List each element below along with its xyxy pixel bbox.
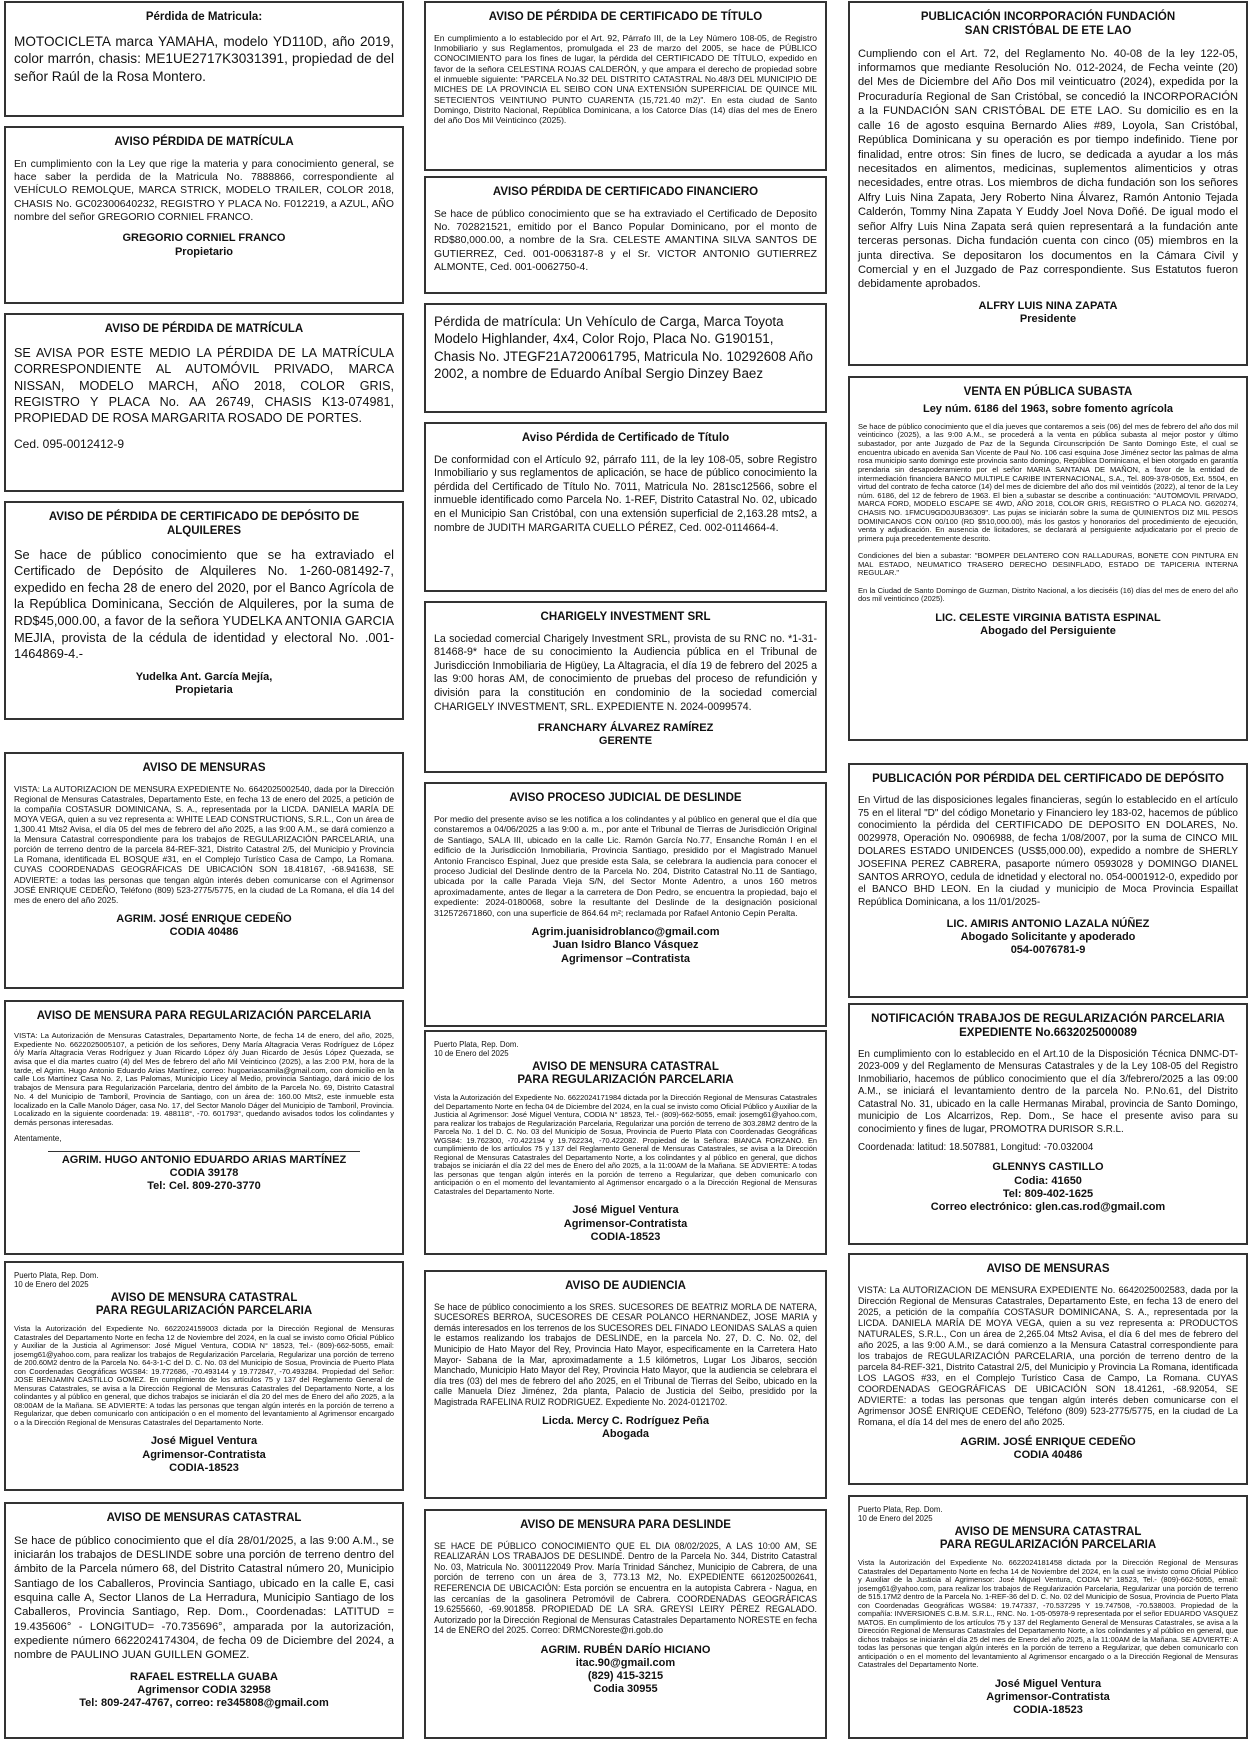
notice-title: AVISO DE PÉRDIDA DE CERTIFICADO DE DEPÓSITO DE ALQUILERES (48, 511, 360, 537)
notice-body: MOTOCICLETA marca YAMAHA, modelo YD110D, año 2019, color marrón, chasis: ME1UE2717K3031391, propiedad de del señor Raúl de la Rosa Montero. (14, 33, 394, 85)
notice-body: VISTA: La AUTORIZACION DE MENSURA EXPEDIENTE No. 6642025002583, dada por la Dirección Regional de Mensuras Catastrales, Departamento Este, en fecha 13 de enero del 2025, a petición de la compañía COSTASUR DOMINICANA, S. A., representada por la LICDA. DANIELA MARÍA DE MOYA VEGA, quien a su vez representa a: PRODUCTOS NATURALES, S.R.L., Con un área de 2,265.04 Mts2 Avisa, el día 6 del mes de febrero del año 2025, a las 9:00 A.M., se dará comienzo a la Mensura Catastral correspondiente para los trabajos de REGULARIZACIÓN PARCELARIA, una porción de terreno dentro de la parcela 84-REF-321, Distrito Catastral 2/5, del Municipio y Provincia La Romana, identificada LOS LAGOS #33, en el Complejo Turístico Casa de Campo, La Romana. CUYAS COORDENADAS GEOGRÁFICAS DE UBICACIÓN SON 18.41261, -68.92054, SE ADVIERTE: a todas las personas que tengan algún interés deben comunicarse con el Agrimensor JOSÉ ENRIQUE CEDEÑO, Teléfono (809) 523-2775/5775, en la ciudad de La Romana, el día 14 del mes de enero del año 2025. (858, 1284, 1238, 1428)
notice-body: Pérdida de matrícula: Un Vehículo de Carga, Marca Toyota Modelo Highlander, 4x4, Color Rojo, Placa No. G190151, Chasis No. JTEGF21A720061795, Matricula No. 10292608 Año 2002, a nombre de Eduardo Aníbal Sergio Dinzey Baez (434, 314, 813, 382)
notice-body: En Virtud de las disposiciones legales financieras, según lo establecido en el artículo 75 en el literal "D" del código Monetario y Financiero ley 183-02, hacemos de público conocimiento la pérdida del CERTIFICADO DE DEPOSITO EN DOLARES, No. 0029978, Operación No. 0906988, de fecha 1/08/2007, por la suma de CINCO MIL DOLARES ESTADO UNIDENCES (US$5,000.00), expedido a nombre de SHERLY JOSEFINA PEREZ CABRERA, pasaporte número 0593028 y DOMINGO DIANEL SANTOS ARROYO, cedula de idnetidad y electoral no. 054-0001912-0, expedido por el BANCO BHD LEON. En la ciudad y municipio de Moca Provincia Espaillat República Dominicana, a los 11/01/2025- (858, 794, 1238, 909)
notice-signature: RAFAEL ESTRELLA GUABA Agrimensor CODIA 32958 Tel: 809-247-4767, correo: re345808@gmail.com (79, 1670, 329, 1710)
notice-signature: Licda. Mercy C. Rodríguez Peña Abogada (542, 1415, 709, 1441)
notice-title: NOTIFICACIÓN TRABAJOS DE REGULARIZACIÓN PARCELARIA EXPEDIENTE No.6632025000089 (871, 1013, 1225, 1039)
notice-body: VISTA: La AUTORIZACION DE MENSURA EXPEDIENTE No. 6642025002540, dada por la Dirección Regional de Mensuras Catastrales, Departamento Este, en fecha 13 de enero del 2025, a petición de la compañía COSTASUR DOMINICANA, S. A., representada por la LICDA. DANIELA MARÍA DE MOYA VEGA, quien a su vez representa a: WHITE LEAD CONSTRUCTIONS, S.R.L., Con un área de 1,300.41 Mts2 Avisa, el día 05 del mes de febrero del año 2025, a las 9:00 A.M., se dará comienzo a la Mensura Catastral correspondiente para los trabajos de REGULARIZACIÓN PARCELARIA, una porción de terreno dentro de la parcela 84-REF-321, Distrito Catastral 2/5, del Municipio y Provincia La Romana, identificada EL BOSQUE #31, en el Complejo Turístico Casa de Campo, La Romana. CUYAS COORDENADAS GEOGRÁFICAS DE UBICACIÓN SON 18.418167, -68.941638, SE ADVIERTE: a todas las personas que tengan algún interés deben comunicarse con el Agrimensor JOSÉ ENRIQUE CEDEÑO, Teléfono (809) 523-2775/5775, en la ciudad de La Romana, el día 14 del mes de enero del año 2025. (14, 783, 394, 905)
notice-lost-registration-trailer (4, 126, 404, 304)
notice-signature: AGRIM. HUGO ANTONIO EDUARDO ARIAS MARTÍNEZ CODIA 39178 Tel: Cel. 809-270-3770 (61, 1153, 347, 1193)
notice-surveys-white-lead (4, 752, 404, 989)
notice-lost-registration-motorcycle (4, 1, 404, 117)
notice-signature: José Miguel Ventura Agrimensor-Contratista CODIA-18523 (986, 1677, 1110, 1717)
notice-title: Pérdida de Matricula: (145, 11, 263, 23)
notice-title: AVISO DE MENSURAS CATASTRAL (106, 1512, 302, 1524)
notice-lost-rent-deposit-certificate (4, 501, 404, 720)
notice-signature: AGRIM. RUBÉN DARÍO HICIANO itac.90@gmail.com (829) 415-3215 Codia 30955 (540, 1643, 711, 1696)
signature-line (48, 1151, 360, 1152)
notice-body: En cumplimiento a lo establecido por el Art. 92, Párrafo III, de la Ley Número 108-05, de Registro Inmobiliario y sus Reglamentos, promulgada el 23 de marzo del 2005, se hace de PÚBLICO CONOCIMIENTO para los fines de lugar, la pérdida del CERTIFICADO DE TÍTULO, expedido en favor de la señora CELESTINA ROJAS CALDERÓN, y que ampara el derecho de propiedad sobre el inmueble siguiente: "PARCELA No.32 DEL DISTRITO CATASTRAL No.48/3 DEL MUNICIPIO DE MICHES DE LA PROVINCIA EL SEIBO CON UNA EXTENSIÓN SUPERFICIAL DE QUINCE MIL SETECIENTOS VEINTIUNO PUNTO CUARENTA (15,721.40 m2)". En esta ciudad de Santo Domingo, Distrito Nacional, República Dominicana, a los Catorce Días (14) días del mes de Enero del año Dos Mil Veinticinco (2025). (434, 32, 817, 126)
notice-foundation-incorporation (848, 1, 1248, 366)
notice-title: AVISO DE MENSURA CATASTRAL PARA REGULARIZACIÓN PARCELARIA (517, 1060, 734, 1087)
notice-lost-title-certificate-miches (424, 1, 827, 171)
notice-charigely-investment (424, 601, 827, 773)
notice-survey-parcel-regularization-tamboril (4, 1000, 404, 1255)
notice-body: Se hace de público conocimiento que se ha extraviado el Certificado de Depósito de Alquileres No. 1-260-081492-7, expedido en fecha 28 de enero del 2020, por el Banco Agrícola de la República Dominicana, Sección de Alquileres, por la suma de RD$45,000.00, a favor de la señora YUDELKA ANTONIA GARCIA MEJIA, provista de la cédula de identidad y electoral No. .001-1464869-4.- (14, 546, 394, 662)
notice-body: En cumplimiento con lo establecido en el Art.10 de la Disposición Técnica DNMC-DT-2023-009 y del Reglamento de Mensuras Catastrales y de la Ley 108-05 del Registro Inmobiliario, hacemos de público conocimiento que el día 3/febrero/2025 a las 09:00 A.M., se iniciará el levantamiento dentro de la parcela No. P.No.61, del Distrito Catastral No. 31, ubicado en la calle Hermanas Mirabal, provincia de Santo Domingo, municipio de Los Alcarrizos, Rep. Dom., Se hace el presente aviso para su conocimiento y fines de lugar, PROMOTRA DURISOR S.R.L. (858, 1048, 1238, 1135)
notice-signature: Agrim.juanisidroblanco@gmail.com Juan Isidro Blanco Vásquez Agrimensor –Contratista (531, 926, 720, 965)
notice-title: AVISO DE MENSURA CATASTRAL PARA REGULARIZACIÓN PARCELARIA (95, 1291, 313, 1318)
notice-body: Se hace de público conocimiento que el día jueves que contaremos a seis (06) del mes de febrero del año dos mil veinticinco (2025), a las 9:00 A.M., se procederá a la venta en pública subasta al mejor postor y último subastador, por ante Juzgado de Paz de la Segunda Circunscripción De Santo Domingo Este, el cual se encuentra ubicado en avenida San Vicente de Paul No. 106 casi esquina Jose Jiménez sector las palmas de alma rosa municipio santo domingo este provincia santo domingo, República Dominicana, el bien otorgado en garantía prendaria sin desapoderamiento por el señor MARIA SANTANA DE MAÑON, a favor de la entidad de intermediación financiera BANCO MULTIPLE CARIBE INTERNACIONAL, S.A., Tel. 809-378-0505, Ext. 5504, en virtud del contrato de fecha catorce (14) del mes de diciembre del año dos mil veintidós (2022), al tenor de la Ley núm. 6186, del 12 de febrero de 1963. El bien a subastar se describe a continuación: "AUTOMOVIL PRIVADO, MARCA FORD, MODELO ESCAPE SE 4WD, AÑO 2018, COLOR GRIS, REGISTRO O PLACA NO. G620274, CHASIS NO. 1FMCU9GD0JUB36309". Las pujas se iniciarán sobre la suma de QUINIENTOS DIZ MIL PESOS DOMINICANOS CON 00/100 (RD $510,000.00), más los gastos y honorarios del procedimiento de ejecución, venta y adjudicación. En ausencia de licitadores, se declarará al persiguiente adjudicatario por el precio de primera puja precedentemente descrito. Condiciones del bien a subastar: "BOMPER DELANTERO CON RALLADURAS, BONETE CON PINTURA EN MAL ESTADO, NEUMATICO TRASERO DERECHO DESINFLADO, ESTADO DE TAPICERIA INTERNA REGULAR." En la Ciudad de Santo Domingo de Guzman, Distrito Nacional, a los dieciséis (16) días del mes de enero del año dos mil veinticinco (2025). (858, 421, 1238, 604)
notice-body: SE HACE DE PÚBLICO CONOCIMIENTO QUE EL DIA 08/02/2025, A LAS 10:00 AM, SE REALIZARÁN LOS TRABAJOS DE DESLINDE. Dentro de la Parcela No. 344, Distrito Catastral No. 03, Matricula No. 3001122049 Prov. María Trinidad Sánchez, Municipio de Cabrera, de una porción de terreno con un área de 3, 773.13 M2, No. EXPEDIENTE 6612025002641, REFERENCIA DE UBICACIÓN: Esta porción se encuentra en la autopista Cabrera - Nagua, en las cercanías de la gasolinera Petromóvil de Cabrera. COORDENADAS GEOGRÁFICAS 19.6255660, -69.901858. PROPIEDAD DE LA SRA. GREYSI LEIRY PÉREZ REGALADO. Autorizado por la Dirección Regional de Mensuras Catastrales Departamento NORESTE en fecha 14 de ENERO del 2025. Correo: DRMCNoreste@ri.gob.do (434, 1540, 817, 1636)
notice-title: AVISO DE MENSURA CATASTRAL PARA REGULARIZACIÓN PARCELARIA (939, 1525, 1157, 1552)
notice-title: AVISO DE MENSURAS (986, 1263, 1110, 1275)
notice-title: AVISO PÉRDIDA DE CERTIFICADO FINANCIERO (492, 186, 759, 198)
notice-title: AVISO PÉRDIDA DE MATRÍCULA (114, 136, 294, 148)
notice-dateline: Puerto Plata, Rep. Dom. 10 de Enero del 2025 (14, 1271, 99, 1290)
notice-signature: FRANCHARY ÁLVAREZ RAMÍREZ GERENTE (537, 722, 714, 748)
notice-signature: José Miguel Ventura Agrimensor-Contratista CODIA-18523 (142, 1435, 266, 1474)
notice-surveys-productos-naturales (848, 1253, 1248, 1485)
notice-signature: LIC. AMIRIS ANTONIO LAZALA NÚÑEZ Abogado Solicitante y apoderado 054-0076781-9 (946, 917, 1150, 957)
notice-hearing-hato-mayor (424, 1270, 827, 1499)
notice-cadastral-survey-sosua-3 (848, 1495, 1248, 1739)
notice-body: En cumplimiento con la Ley que rige la materia y para conocimiento general, se hace saber la perdida de la Matricula No. 7888866, correspondiente al VEHÍCULO REMOLQUE, MARCA STRICK, MODELO TRAILER, COLOR 2018, CHASIS No. GC02300640232, REGISTRO Y PLACA No. F012219, a AZUL, AÑO nombre del señor GREGORIO CORNIEL FRANCO. (14, 158, 394, 224)
notice-cadastral-survey-santiago (4, 1502, 404, 1739)
notice-lost-registration-nissan (4, 313, 404, 492)
notice-judicial-boundary-process (424, 782, 827, 1027)
notice-public-auction (848, 376, 1248, 741)
notice-signature: GREGORIO CORNIEL FRANCO Propietario (122, 232, 286, 258)
notice-body: Se hace de público conocimiento a los SRES. SUCESORES DE BEATRIZ MORLA DE NATERA, SUCESORES BERROA, SUCESORES DE CESAR POLANCO HERNANDEZ, JOSE MARIA y demás interesados en los terrenos de los SUCESORES DEL FINADO LEONIDAS SALAS a quien le estamos realizando los trabajos de DESLINDE, en la parcela No. 27, D. C. No. 02, del Municipio de Hato Mayor del Rey, Provincia Hato Mayor, especificamente en la Carretera Hato Mayor- Sabana de la Mar, aproximadamente a 1.5 kilómetros, Lugar Los Jibaros, sección Manchado, Municipio Hato Mayor del Rey, Provincia Hato Mayor, que la audiencia se celebrara el día tres (03) del mes de febrero del año 2025, en el Tribunal de Tierras del Seibo, ubicado en la calle Manuela Díez Jiménez, 2da planta, Palacio de Justicia del Seibo, presidido por la Magistrada RAFELINA RUIZ RODRIGUEZ. Expediente No. 2024-0121702. (434, 1301, 817, 1407)
notice-body: Vista la Autorización del Expediente No. 6622024181458 dictada por la Dirección Regional de Mensuras Catastrales del Departamento Norte en fecha 14 de Noviembre del 2024, en la cual se invisto como Oficial Público y Auxiliar de la Justicia al Agrimensor: José Miguel Ventura, CODIA N° 18523, Tel.- (809)-662-5055, email: josemg61@yahoo.com, para realizar los trabajos de Regularización Parcelaria, Regularizar una porción de terreno de 515.17M2 dentro de la Parcela No. 1-REF-36 del D. C. No. 02 del Municipio de Sosua, Provincia de Puerto Plata con Coordenadas Geográficas WGS84: 19.747337, -70.537295 Y 19.747508, -70.538003. Propiedad de la compañía: INVERSIONES C.B.M. S.R.L., RNC. No. 1-05-05978-9 representada por el señor EDUARDO VASQUEZ MATOS. En cumplimiento de los artículos 75 y 137 del Reglamento General de Mensuras Catastrales, se avisa a la Dirección Regional de Mensuras Catastrales del Departamento Norte, a los colindantes y al público en general, que dichos trabajos se iniciarán el día 25 del mes de Enero del año 2025, a la 11:00AM de la Mañana. SE ADVIERTE: A todas las personas que tengan algún interés en la porción de terreno a Regularizar, que deben comunicarlo con anticipación o en el momento del levantamiento al Agrimensor encargado o a la Dirección Regional de Mensuras Catastrales del Departamento Norte. (858, 1558, 1238, 1670)
notice-signature: José Miguel Ventura Agrimensor-Contratista CODIA-18523 (563, 1204, 688, 1243)
notice-subtitle: Ley núm. 6186 del 1963, sobre fomento agrícola (922, 402, 1174, 415)
notice-body: De conformidad con el Artículo 92, párrafo 111, de la ley 108-05, sobre Registro Inmobiliario y sus reglamentos de aplicación, se hace de público conocimiento la pérdida del Certificado de Título No. 7011, Matricula No. 281sc12566, sobre el inmueble identificado como Parcela No. 1-REF, Distrito Catastral No. 02, ubicado en el Municipio San Cristóbal, con una extensión superficial de 2,163.28 mts2, a nombre de JUDITH MARGARITA CUELLO PÉREZ, Ced. 002-0114664-4. (434, 453, 817, 534)
notice-body: SE AVISA POR ESTE MEDIO LA PÉRDIDA DE LA MATRÍCULA CORRESPONDIENTE AL AUTOMÓVIL PRIVADO, MARCA NISSAN, MODELO MARCH, AÑO 2018, COLOR GRIS, REGISTRO Y PLACA No. AA 26749, CHASIS K13-074981, PROPIEDAD DE ROSA MARGARITA ROSADO DE PORTES. (14, 345, 394, 426)
notice-coordinates: Coordenada: latitud: 18.507881, Longitud: -70.032004 (858, 1142, 1094, 1154)
notice-cadastral-survey-sosua-2 (424, 1030, 827, 1255)
notice-body: Vista la Autorización del Expediente No. 6622024159003 dictada por la Dirección Regional de Mensuras Catastrales del Departamento Norte en fecha 12 de Noviembre del 2024, en la cual se invisto como Oficial Público y Auxiliar de la Justicia al Agrimensor: José Miguel Ventura, CODIA N° 18523, Tel.- (809)-662-5055, email: josemg61@yahoo.com, para realizar los trabajos de Regularización Parcelaria, Regularizar una porción de terreno de 200.60M2 dentro de la Parcela No. 64-3-1-C del D. C. No. 03 del Municipio de Sosua, Provincia de Puerto Plata con Coordenadas Geográficas WGS84: 19.772686, -70.493144 y 19.772847, -70.493284. Propiedad del Señor: JOSE BENJAMIN CASTILLO GOMEZ. En cumplimiento de los artículos 75 y 137 del Reglamento General de Mensuras Catastrales, se avisa a la Dirección Regional de Mensuras Catastrales del Departamento Norte, a los colindantes y al público en general, que dichos trabajos se iniciarán el día 20 del mes de Enero del año 2025, a la 08:00AM de la Mañana. SE ADVIERTE: A todas las personas que tengan algún interés en la porción de terreno a Regularizar, que deben comunicarlo con anticipación o en el momento del levantamiento al Agrimensor encargado o a la Dirección Regional de Mensuras Catastrales del Departamento Norte. (14, 1324, 394, 1427)
notice-title: PUBLICACIÓN POR PÉRDIDA DEL CERTIFICADO DE DEPÓSITO (872, 773, 1224, 785)
notice-lost-registration-toyota (424, 303, 827, 413)
notice-body: Vista la Autorización del Expediente No. 6622024171984 dictada por la Dirección Regional de Mensuras Catastrales del Departamento Norte en fecha 04 de Diciembre del 2024, en la cual se invisto como Oficial Público y Auxiliar de la Justicia al Agrimensor: José Miguel Ventura, CODIA N° 18523, Tel.- (809)-662-5055, email: josemg61@yahoo.com, para realizar los trabajos de Regularización Parcelaria, Regularizar una porción de terreno de 303.28M2 dentro de la Parcela No. 1 del D. C. No. 03 del Municipio de Sosua, Provincia de Puerto Plata con Coordenadas Geográficas WGS84: 19.762300, -70.422194 y 19.762234, -70.422082. Propiedad de la Señora: BIANCA FORZANO. En cumplimiento de los artículos 75 y 137 del Reglamento General de Mensuras Catastrales, se avisa a la Dirección Regional de Mensuras Catastrales del Departamento Norte, a los colindantes y al público en general, que dichos trabajos se iniciarán el día 22 del mes de Enero del año 2025, a la 11:00AM de la Mañana. SE ADVIERTE: A todas las personas que tengan algún interés en la porción de terreno a Regularizar, que deben comunicarlo con anticipación o en el momento del levantamiento al Agrimensor encargado o a la Dirección Regional de Mensuras Catastrales del Departamento Norte. (434, 1093, 817, 1196)
notice-body: Por medio del presente aviso se les notifica a los colindantes y al público en general que el día que constaremos a 04/06/2025 a las 9:00 a. m., por ante el Tribunal de Tierras de Jurisdicción Original de Santiago, SALA III, ubicado en la calle Lic. Ramón García No.77, Ensanche Román I en el edificio de la Jurisdicción Inmobiliaria, Provincia Santiago, presidido por el Magistrado Manuel Antonio Francisco Espinal, Juez que preside esta Sala, se celebrara la audiencia para conocer el proceso Judicial del Deslinde dentro de la Parcela No. 204, Distrito Catastral No.11 de Santiago, ubicada por la calle Parada Vieja S/N, del Sector Monte Adentro, a unos 160 metros aproximadamente, antes de llegar a la carretera de Don Pedro, se encuentra la propiedad, bajo el expediente: 2024-0180068, sobre la resultante del Deslinde de la designación posicional 312572671860, con una superficie de 864.64 m²; reclamada por Rafael Antonio Cepin Peralta. (434, 813, 817, 918)
notice-signature: GLENNYS CASTILLO Codia: 41650 Tel: 809-402-1625 Correo electrónico: glen.cas.rod@gmail.com (930, 1161, 1166, 1213)
notice-title: PUBLICACIÓN INCORPORACIÓN FUNDACIÓN SAN CRISTÓBAL DE ETE LAO (920, 11, 1176, 37)
notice-title: AVISO DE MENSURAS (142, 762, 266, 774)
notice-id-number: Ced. 095-0012412-9 (14, 436, 125, 451)
notice-signature: Yudelka Ant. García Mejía, Propietaria (135, 670, 273, 697)
notice-title: AVISO DE MENSURA PARA REGULARIZACIÓN PARCELARIA (36, 1010, 372, 1022)
notice-title: AVISO DE AUDIENCIA (565, 1280, 686, 1292)
notice-title: VENTA EN PÚBLICA SUBASTA (963, 386, 1133, 398)
notice-lost-deposit-certificate-usd (848, 763, 1248, 998)
notice-dateline: Puerto Plata, Rep. Dom. 10 de Enero del 2025 (858, 1505, 943, 1524)
notice-title: Aviso Pérdida de Certificado de Título (521, 432, 730, 444)
notice-body: VISTA: La Autorización de Mensuras Catastrales, Departamento Norte, de fecha 14 de enero, del año, 2025, Expediente No. 6622025005107, a petición de los señores, Deny María Altagracia Veras Rodríguez de López ó/y María Altagracia Veras Rodríguez y Juan Ricardo López ó/y Juan Ricardo de Jesús López Quezada, se avisa que el día martes cuatro (4) del Mes de febrero del año Mil Veinticinco (2025), a las 2:00 P.M, hora de la tarde, el Agrim. Hugo Antonio Eduardo Arias Martínez, correo: hugoariascamila@gmail.com, con domicilio en la calle Los Martínez Casa No. 2, Las Palomas, Municipio Licey al Medio, provincia Santiago, dará inicio de los trabajos de Mensura para Regularización Parcelaria, dentro del ámbito de la Parcela No. 69, Distrito Catastral No. 4 del Municipio de Tamboril, Provincia de Santiago, con un área de: 160.00 Mts2, este inmueble esta localizado en la Calle Manolo Dáger, casa No. 17, del Sector Manolo Dáger del Municipio de Tamboril, Provincia. Localizado en la siguiente coordenada: 19. 488118°, -70. 601793°, quedando avisados todos los colindantes y demás personas interesadas. (14, 1030, 394, 1127)
notice-signature: AGRIM. JOSÉ ENRIQUE CEDEÑO CODIA 40486 (960, 1436, 1136, 1462)
notice-title: AVISO PROCESO JUDICIAL DE DESLINDE (509, 792, 742, 804)
notice-title: AVISO DE MENSURA PARA DESLINDE (520, 1519, 731, 1531)
notice-cadastral-survey-sosua-1 (4, 1261, 404, 1491)
notice-signature: ALFRY LUIS NINA ZAPATA Presidente (978, 299, 1118, 325)
notice-title: AVISO DE PÉRDIDA DE CERTIFICADO DE TÍTULO (488, 11, 763, 23)
notice-lost-title-certificate-san-cristobal (424, 422, 827, 592)
notice-body: Cumpliendo con el Art. 72, del Reglamento No. 40-08 de la ley 122-05, informamos que mediante Resolución No. 012-2024, de Fecha veinte (20) del Mes de Diciembre del Año Dos mil veinticuatro (2024), expedida por la Procuraduría Regional de San Cristóbal, se concedió la INCORPORACIÓN a la FUNDACIÓN SAN CRISTÓBAL DE ETE LAO. Su domicilio es en la calle 16 de agosto esquina Bernardo Alies #89, Loyola, San Cristóbal, República Dominicana y su operación es por tiempo indefinido. Tiene por finalidad, entre otros: Sin fines de lucro, se dedicada a ayudar a los más necesitados en alimentos, medicinas, suplementos alimenticios y otras necesidades, entre otras. Los miembros de dicha fundación son los señores Alfry Luis Nina Zapata, Jery Roberto Nina Álvarez, Ramón Antonio Tejada Calderón, Tommy Nina Zapata Y Euddy Joel Nova Doñé. De igual modo el señor Alfry Luis Nina Zapata será quien representará a la fundación ante terceras personas. Dicha fundación cuenta con cinco (05) miembros en la junta directiva. Se depositaron los documentos en la Cámara Civil y Comercial y en el Juzgado de Paz correspondiente. Sus Estatutos fueron debidamente aprobados. (858, 47, 1238, 291)
notice-parcel-regularization-los-alcarrizos (848, 1003, 1248, 1245)
notice-title: AVISO DE PÉRDIDA DE MATRÍCULA (104, 323, 304, 335)
notice-survey-boundary-cabrera (424, 1509, 827, 1739)
notice-body: Se hace de público conocimiento que se ha extraviado el Certificado de Deposito No. 702821521, emitido por el Banco Popular Dominicano, por el monto de RD$80,000.00, a nombre de la Sra. CELESTE AMANTINA SILVA SANTOS DE GUTIERREZ, Ced. 001-0063187-8 y el Sr. VICTOR ANTONIO GUTIERREZ ALMONTE, Ced. 001-0062750-4. (434, 208, 817, 274)
notice-signature: LIC. CELESTE VIRGINIA BATISTA ESPINAL Abogado del Persiguiente (935, 611, 1161, 638)
notice-dateline: Puerto Plata, Rep. Dom. 10 de Enero del 2025 (434, 1040, 519, 1059)
notice-signature: AGRIM. JOSÉ ENRIQUE CEDEÑO CODIA 40486 (116, 912, 292, 938)
notice-lost-financial-certificate (424, 176, 827, 294)
notice-body: Se hace de público conocimiento que el día 28/01/2025, a las 9:00 A.M., se iniciarán los trabajos de DESLINDE sobre una porción de terreno dentro del ámbito de la Parcela número 68, del Distrito Catastral número 20, Municipio Santiago de los Caballeros, Provincia Santiago, ubicado en la calle E, casi esquina calle A, Sector Llanos de La Herradura, Municipio Santiago de los Caballeros, Provincia Santiago, Rep. Dom., Coordenadas: LATITUD = 19.435606° - LONGITUD= -70.735696°, amparada por la autorización, expediente número 6622024174304, de fecha 09 de Diciembre del 2024, a nombre de PAULINO JUAN GUILLEN GOMEZ. (14, 1534, 394, 1662)
notice-closing: Atentamente, (14, 1133, 62, 1143)
notice-title: CHARIGELY INVESTMENT SRL (540, 611, 711, 623)
notice-body: La sociedad comercial Charigely Investment SRL, provista de su RNC no. *1-31-81468-9* hace de su conocimiento la Audiencia pública en el Tribunal de Jurisdicción Inmobiliaria de Higüey, La Altagracia, el día 19 de febrero del 2025 a las 9:00 horas AM, de conocimiento de pruebas del proceso de refundición y división para la constitución en condominio de la sociedad comercial CHARIGELY INVESTMENT, SRL. EXPEDIENTE N. 2024-0099574. (434, 632, 817, 713)
